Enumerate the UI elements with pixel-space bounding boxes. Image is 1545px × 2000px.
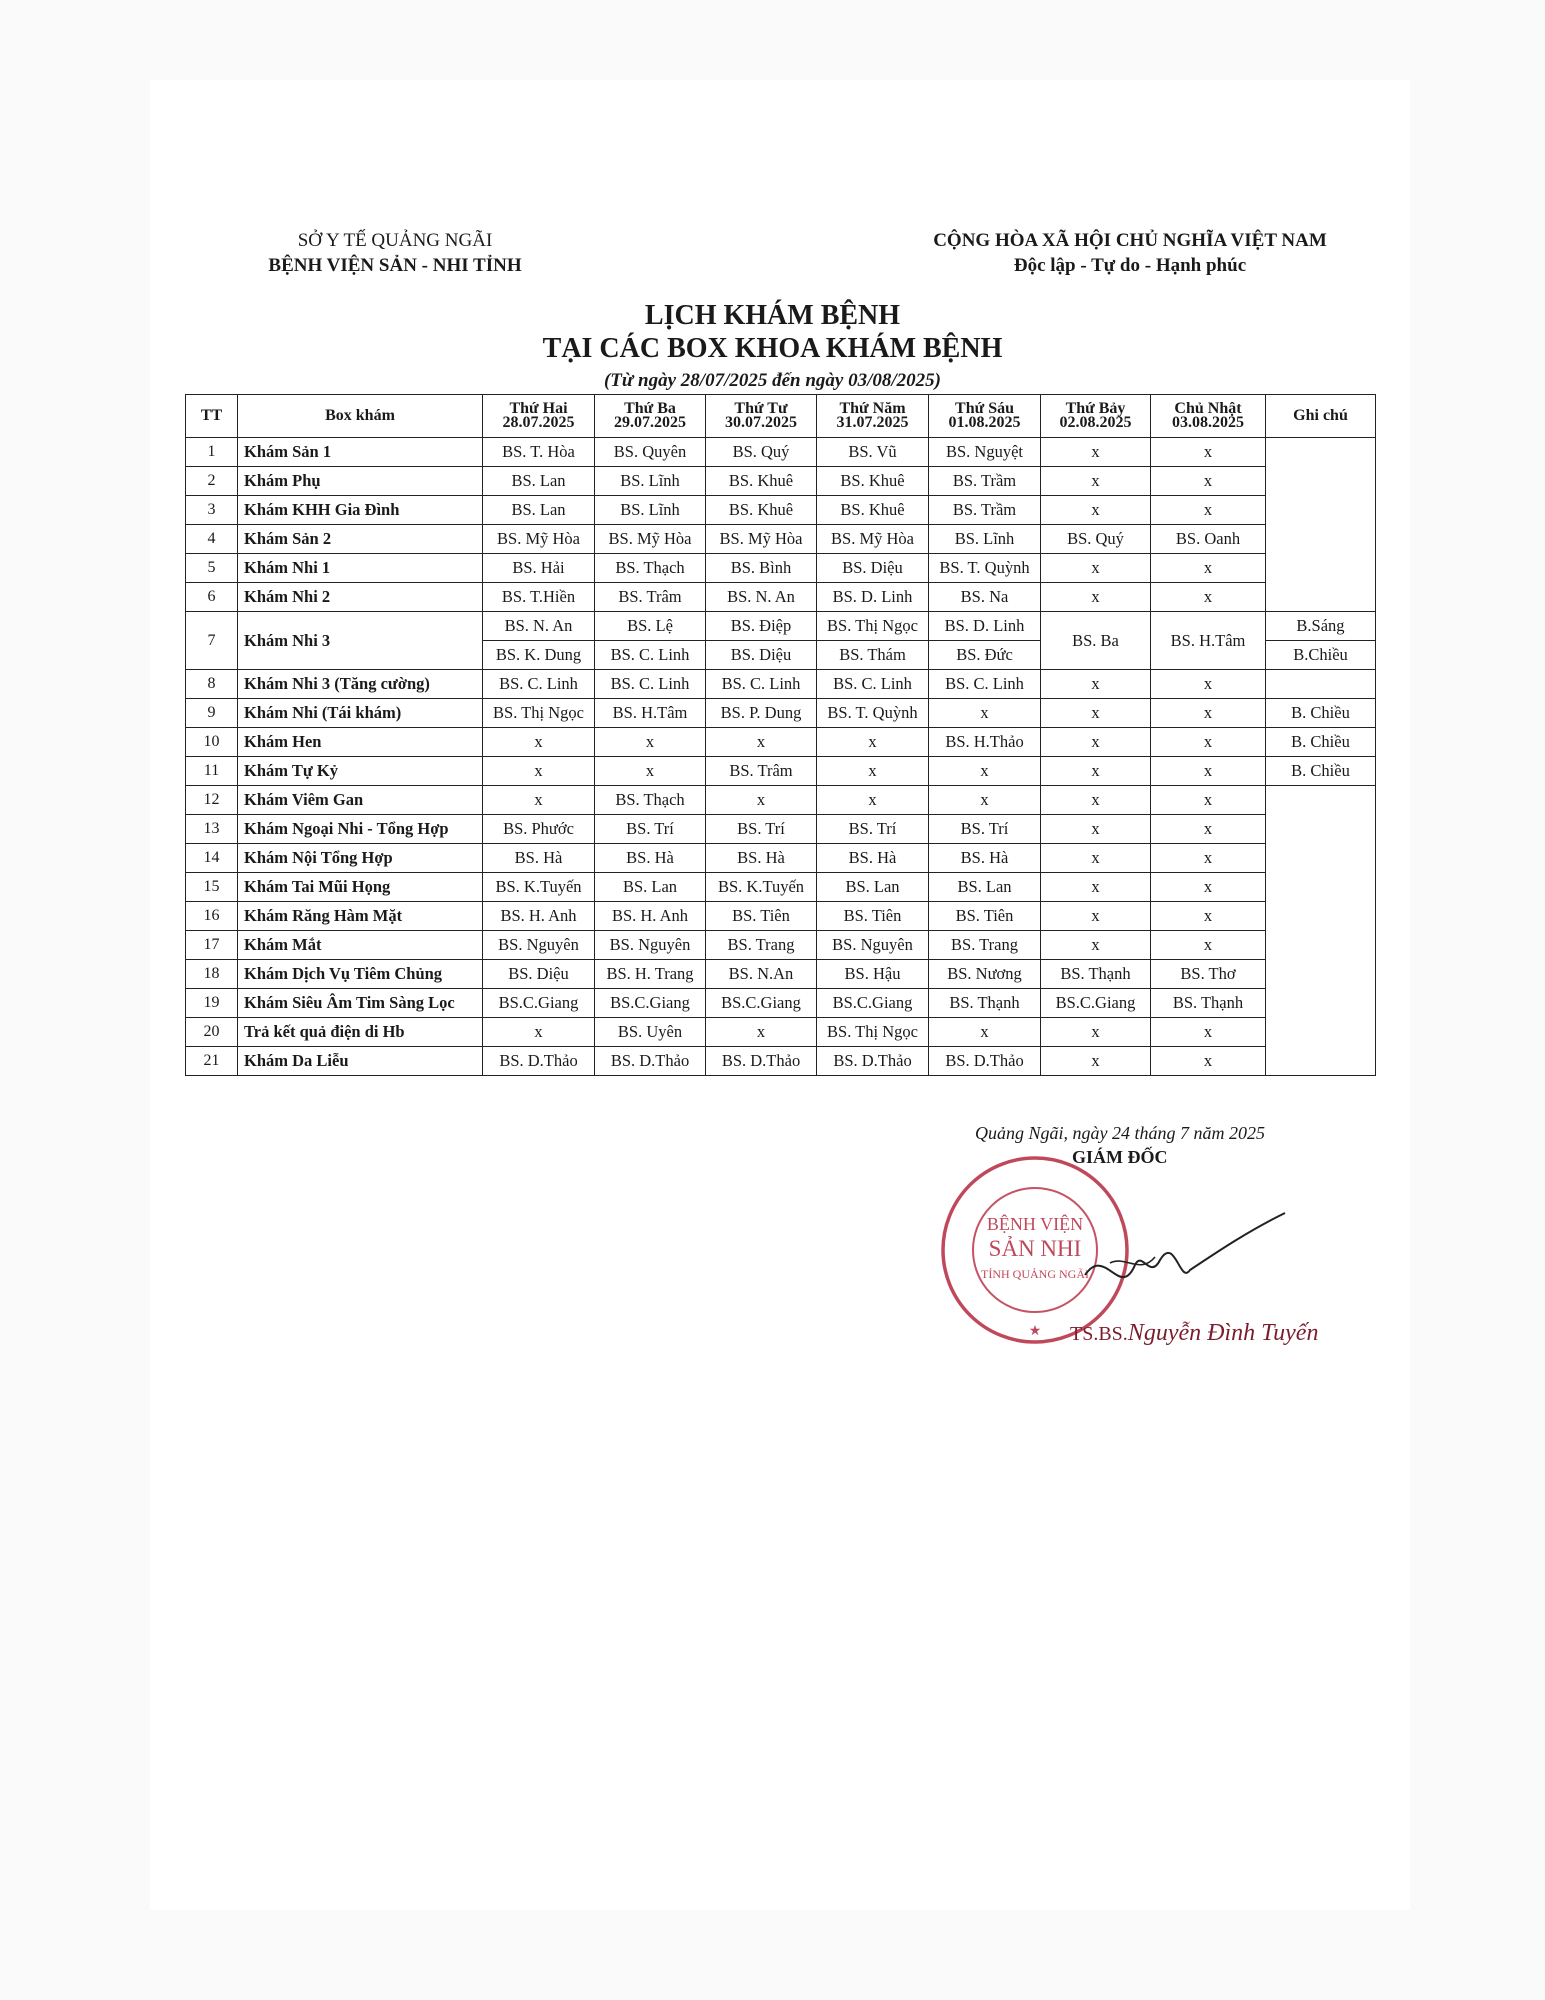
schedule-cell: x [1151,554,1266,583]
signing-place-date: Quảng Ngãi, ngày 24 tháng 7 năm 2025 [975,1123,1265,1143]
row-number: 12 [186,786,238,815]
row-number: 17 [186,931,238,960]
signer-title: GIÁM ĐỐC [1072,1147,1168,1167]
row-number: 19 [186,989,238,1018]
national-motto: Độc lập - Tự do - Hạnh phúc [1013,255,1247,276]
schedule-cell: BS. Lan [817,873,929,902]
col-header-day: Thứ Tư 30.07.2025 [706,395,817,438]
schedule-cell: BS.C.Giang [595,989,706,1018]
schedule-cell: BS. Khuê [706,467,817,496]
note-cell [1266,670,1376,699]
schedule-cell: x [1041,902,1151,931]
schedule-cell: BS. Trang [706,931,817,960]
schedule-cell: BS. C. Linh [817,670,929,699]
table-row [186,786,1376,815]
box-name: Khám Sản 2 [238,525,483,554]
schedule-cell: BS. Diệu [706,641,817,670]
svg-text:TỈNH QUẢNG NGÃI: TỈNH QUẢNG NGÃI [981,1267,1089,1281]
date-range: (Từ ngày 28/07/2025 đến ngày 03/08/2025) [603,370,941,391]
note-cell: B. Chiều [1266,757,1376,786]
row-number: 2 [186,467,238,496]
schedule-cell: x [1151,902,1266,931]
schedule-cell: x [1151,728,1266,757]
schedule-cell: BS. H.Tâm [1151,612,1266,670]
row-number: 16 [186,902,238,931]
schedule-cell: x [1151,1018,1266,1047]
row-number: 4 [186,525,238,554]
schedule-cell: BS. C. Linh [595,670,706,699]
schedule-cell: BS. Mỹ Hòa [595,525,706,554]
schedule-cell: BS. Trâm [706,757,817,786]
row-number: 6 [186,583,238,612]
schedule-cell: x [595,757,706,786]
schedule-cell: BS.C.Giang [817,989,929,1018]
table-row [186,554,1376,583]
schedule-cell: BS. Phước [483,815,595,844]
row-number: 8 [186,670,238,699]
schedule-cell: BS. Đức [929,641,1041,670]
row-number: 18 [186,960,238,989]
schedule-cell: x [483,1018,595,1047]
schedule-cell: BS. T. Hòa [483,438,595,467]
schedule-cell: x [595,728,706,757]
country-name: CỘNG HÒA XÃ HỘI CHỦ NGHĨA VIỆT NAM [933,230,1327,251]
schedule-cell: BS. Nguyên [483,931,595,960]
schedule-cell: BS. Hà [929,844,1041,873]
header-row [186,395,1376,438]
schedule-cell: x [929,1018,1041,1047]
schedule-cell: BS. Trí [706,815,817,844]
table-row [186,612,1376,641]
schedule-cell: BS. Vũ [817,438,929,467]
schedule-cell: BS. Thạnh [929,989,1041,1018]
schedule-cell: BS. K. Dung [483,641,595,670]
box-name: Khám Nhi 3 [238,612,483,670]
box-name: Khám Hen [238,728,483,757]
schedule-cell: BS. D. Linh [817,583,929,612]
table-row [186,757,1376,786]
schedule-cell: BS. Oanh [1151,525,1266,554]
schedule-cell: BS. Trí [929,815,1041,844]
schedule-cell: BS. T.Hiền [483,583,595,612]
schedule-cell: BS. Nguyên [817,931,929,960]
schedule-cell: BS. D.Thảo [483,1047,595,1076]
schedule-cell: x [1041,670,1151,699]
schedule-cell: x [1041,467,1151,496]
schedule-cell: BS. Tiên [706,902,817,931]
schedule-cell: x [1151,496,1266,525]
schedule-cell: BS. Diệu [483,960,595,989]
schedule-cell: BS. Trí [817,815,929,844]
table-row [186,989,1376,1018]
schedule-cell: BS.C.Giang [483,989,595,1018]
box-name: Khám Nội Tổng Hợp [238,844,483,873]
schedule-cell: x [1041,583,1151,612]
schedule-cell: x [1041,554,1151,583]
schedule-cell: x [1041,873,1151,902]
schedule-cell: x [929,757,1041,786]
col-header-day: Thứ Bảy 02.08.2025 [1041,395,1151,438]
schedule-cell: BS. Diệu [817,554,929,583]
schedule-cell: BS. Lan [595,873,706,902]
schedule-cell: BS. C. Linh [706,670,817,699]
schedule-cell: BS. K.Tuyến [483,873,595,902]
note-cell [1266,786,1376,1076]
table-row [186,902,1376,931]
box-name: Khám Nhi 3 (Tăng cường) [238,670,483,699]
row-number: 11 [186,757,238,786]
schedule-cell: x [1151,815,1266,844]
note-cell: B. Chiều [1266,699,1376,728]
schedule-cell: BS. Nguyệt [929,438,1041,467]
department-name: SỞ Y TẾ QUẢNG NGÃI [297,230,493,251]
schedule-cell: BS. Lĩnh [595,467,706,496]
schedule-cell: BS. Lệ [595,612,706,641]
box-name: Khám KHH Gia Đình [238,496,483,525]
box-name: Khám Viêm Gan [238,786,483,815]
schedule-cell: x [1151,670,1266,699]
issuer-header [230,228,560,278]
schedule-cell: x [1041,699,1151,728]
table-row [186,496,1376,525]
schedule-cell: BS. Trang [929,931,1041,960]
note-cell: B.Sáng [1266,612,1376,641]
col-header-day: Thứ Hai 28.07.2025 [483,395,595,438]
schedule-cell: BS. Nguyên [595,931,706,960]
table-row [186,525,1376,554]
table-row [186,699,1376,728]
schedule-cell: BS. Trâm [595,583,706,612]
schedule-cell: BS.C.Giang [1041,989,1151,1018]
table-row [186,815,1376,844]
table-row [186,960,1376,989]
schedule-cell: x [1151,873,1266,902]
schedule-cell: BS. Hà [483,844,595,873]
schedule-cell: x [817,757,929,786]
schedule-cell: BS. N. An [706,583,817,612]
box-name: Khám Nhi 1 [238,554,483,583]
row-number: 10 [186,728,238,757]
box-name: Khám Nhi (Tái khám) [238,699,483,728]
col-header-day: Thứ Năm 31.07.2025 [817,395,929,438]
schedule-cell: BS. C. Linh [595,641,706,670]
row-number: 5 [186,554,238,583]
table-row [186,438,1376,467]
schedule-cell: BS. Lan [929,873,1041,902]
schedule-cell: x [483,728,595,757]
box-name: Khám Da Liễu [238,1047,483,1076]
schedule-cell: BS. C. Linh [929,670,1041,699]
row-number: 14 [186,844,238,873]
handwritten-signature [1080,1205,1290,1325]
schedule-cell: BS. Quý [1041,525,1151,554]
schedule-cell: BS. Trầm [929,467,1041,496]
schedule-cell: x [706,786,817,815]
schedule-table [185,394,1376,1076]
schedule-cell: BS. D. Linh [929,612,1041,641]
schedule-cell: BS. Ba [1041,612,1151,670]
schedule-cell: x [1151,844,1266,873]
schedule-cell: x [1151,1047,1266,1076]
schedule-cell: x [1041,496,1151,525]
box-name: Khám Dịch Vụ Tiêm Chủng [238,960,483,989]
box-name: Khám Răng Hàm Mặt [238,902,483,931]
schedule-cell: BS. Hà [595,844,706,873]
schedule-cell: BS. Lĩnh [595,496,706,525]
table-row [186,931,1376,960]
row-number: 15 [186,873,238,902]
row-number: 13 [186,815,238,844]
schedule-cell: BS. Thám [817,641,929,670]
svg-text:SẢN NHI: SẢN NHI [988,1236,1082,1261]
schedule-cell: BS. T. Quỳnh [817,699,929,728]
schedule-cell: x [706,728,817,757]
schedule-cell: BS. Quý [706,438,817,467]
schedule-cell: BS. P. Dung [706,699,817,728]
schedule-cell: BS. Nương [929,960,1041,989]
schedule-cell: x [1151,583,1266,612]
schedule-cell: BS. N.An [706,960,817,989]
schedule-cell: x [1041,844,1151,873]
schedule-cell: BS. H. Trang [595,960,706,989]
schedule-cell: BS. Khuê [706,496,817,525]
schedule-cell: BS. Thạch [595,786,706,815]
note-cell: B. Chiều [1266,728,1376,757]
schedule-cell: BS. Trầm [929,496,1041,525]
schedule-cell: BS. Bình [706,554,817,583]
col-header-box: Box khám [238,395,483,438]
schedule-cell: BS. Mỹ Hòa [483,525,595,554]
signer-name: TS.BS.Nguyễn Đình Tuyến [1070,1320,1319,1346]
schedule-cell: BS. Mỹ Hòa [706,525,817,554]
box-name: Khám Mắt [238,931,483,960]
table-row [186,583,1376,612]
schedule-cell: BS. Hà [817,844,929,873]
schedule-cell: x [483,757,595,786]
schedule-cell: BS. Hải [483,554,595,583]
schedule-cell: x [1041,1047,1151,1076]
schedule-cell: x [1151,786,1266,815]
row-number: 9 [186,699,238,728]
schedule-cell: BS.C.Giang [706,989,817,1018]
schedule-cell: BS. Khuê [817,496,929,525]
col-header-day: Thứ Sáu 01.08.2025 [929,395,1041,438]
box-name: Khám Ngoại Nhi - Tổng Hợp [238,815,483,844]
col-header-day: Chủ Nhật 03.08.2025 [1151,395,1266,438]
schedule-cell: BS. Mỹ Hòa [817,525,929,554]
schedule-cell: BS. H.Thảo [929,728,1041,757]
schedule-cell: BS. Hậu [817,960,929,989]
row-number: 20 [186,1018,238,1047]
schedule-cell: x [483,786,595,815]
schedule-cell: BS. Thạnh [1151,989,1266,1018]
box-name: Khám Sản 1 [238,438,483,467]
schedule-cell: x [817,786,929,815]
schedule-cell: BS. Tiên [817,902,929,931]
schedule-cell: x [929,786,1041,815]
schedule-cell: BS. H. Anh [595,902,706,931]
table-row [186,1047,1376,1076]
schedule-cell: x [1151,931,1266,960]
schedule-cell: BS. Thị Ngọc [817,1018,929,1047]
schedule-cell: x [929,699,1041,728]
table-row [186,467,1376,496]
schedule-cell: BS. Điệp [706,612,817,641]
table-row [186,670,1376,699]
row-number: 3 [186,496,238,525]
row-number: 1 [186,438,238,467]
col-header-day: Thứ Ba 29.07.2025 [595,395,706,438]
row-number: 7 [186,612,238,670]
svg-text:BỆNH VIỆN: BỆNH VIỆN [986,1214,1084,1234]
schedule-cell: BS. D.Thảo [817,1047,929,1076]
schedule-cell: BS. Quyên [595,438,706,467]
col-header-tt: TT [186,395,238,438]
hospital-name: BỆNH VIỆN SẢN - NHI TỈNH [268,255,522,276]
schedule-cell: x [706,1018,817,1047]
schedule-cell: BS. T. Quỳnh [929,554,1041,583]
schedule-cell: BS. Tiên [929,902,1041,931]
schedule-cell: x [1151,438,1266,467]
schedule-cell: x [1151,467,1266,496]
row-number: 21 [186,1047,238,1076]
schedule-cell: BS. H. Anh [483,902,595,931]
schedule-cell: x [1041,728,1151,757]
box-name: Khám Nhi 2 [238,583,483,612]
schedule-cell: BS. Lĩnh [929,525,1041,554]
table-row [186,873,1376,902]
schedule-cell: BS. D.Thảo [706,1047,817,1076]
box-name: Khám Phụ [238,467,483,496]
table-row [186,844,1376,873]
doc-title: LỊCH KHÁM BỆNH [644,300,901,331]
schedule-cell: BS. H.Tâm [595,699,706,728]
schedule-cell: BS. Thị Ngọc [483,699,595,728]
schedule-cell: x [817,728,929,757]
table-row [186,728,1376,757]
schedule-cell: BS. Thạnh [1041,960,1151,989]
schedule-cell: x [1151,757,1266,786]
schedule-cell: x [1041,786,1151,815]
schedule-cell: x [1041,757,1151,786]
note-cell [1266,438,1376,612]
schedule-cell: BS. K.Tuyến [706,873,817,902]
note-cell: B.Chiều [1266,641,1376,670]
svg-text:★: ★ [1028,1324,1042,1339]
schedule-cell: x [1041,815,1151,844]
schedule-cell: x [1041,931,1151,960]
schedule-cell: BS. Thị Ngọc [817,612,929,641]
schedule-cell: BS. D.Thảo [595,1047,706,1076]
schedule-cell: x [1041,438,1151,467]
schedule-cell: BS. Trí [595,815,706,844]
box-name: Khám Tai Mũi Họng [238,873,483,902]
col-header-note: Ghi chú [1266,395,1376,438]
schedule-cell: BS. Thạch [595,554,706,583]
schedule-cell: BS. D.Thảo [929,1047,1041,1076]
schedule-cell: BS. N. An [483,612,595,641]
schedule-cell: BS. C. Linh [483,670,595,699]
doc-subtitle: TẠI CÁC BOX KHOA KHÁM BỆNH [542,333,1003,364]
schedule-cell: BS. Na [929,583,1041,612]
schedule-cell: x [1151,699,1266,728]
box-name: Khám Tự Kỷ [238,757,483,786]
box-name: Khám Siêu Âm Tim Sàng Lọc [238,989,483,1018]
schedule-cell: BS. Lan [483,496,595,525]
schedule-cell: BS. Lan [483,467,595,496]
schedule-cell: BS. Thơ [1151,960,1266,989]
national-header [915,228,1345,278]
schedule-cell: BS. Uyên [595,1018,706,1047]
schedule-cell: BS. Khuê [817,467,929,496]
schedule-cell: BS. Hà [706,844,817,873]
schedule-cell: x [1041,1018,1151,1047]
box-name: Trả kết quả điện di Hb [238,1018,483,1047]
table-row [186,1018,1376,1047]
